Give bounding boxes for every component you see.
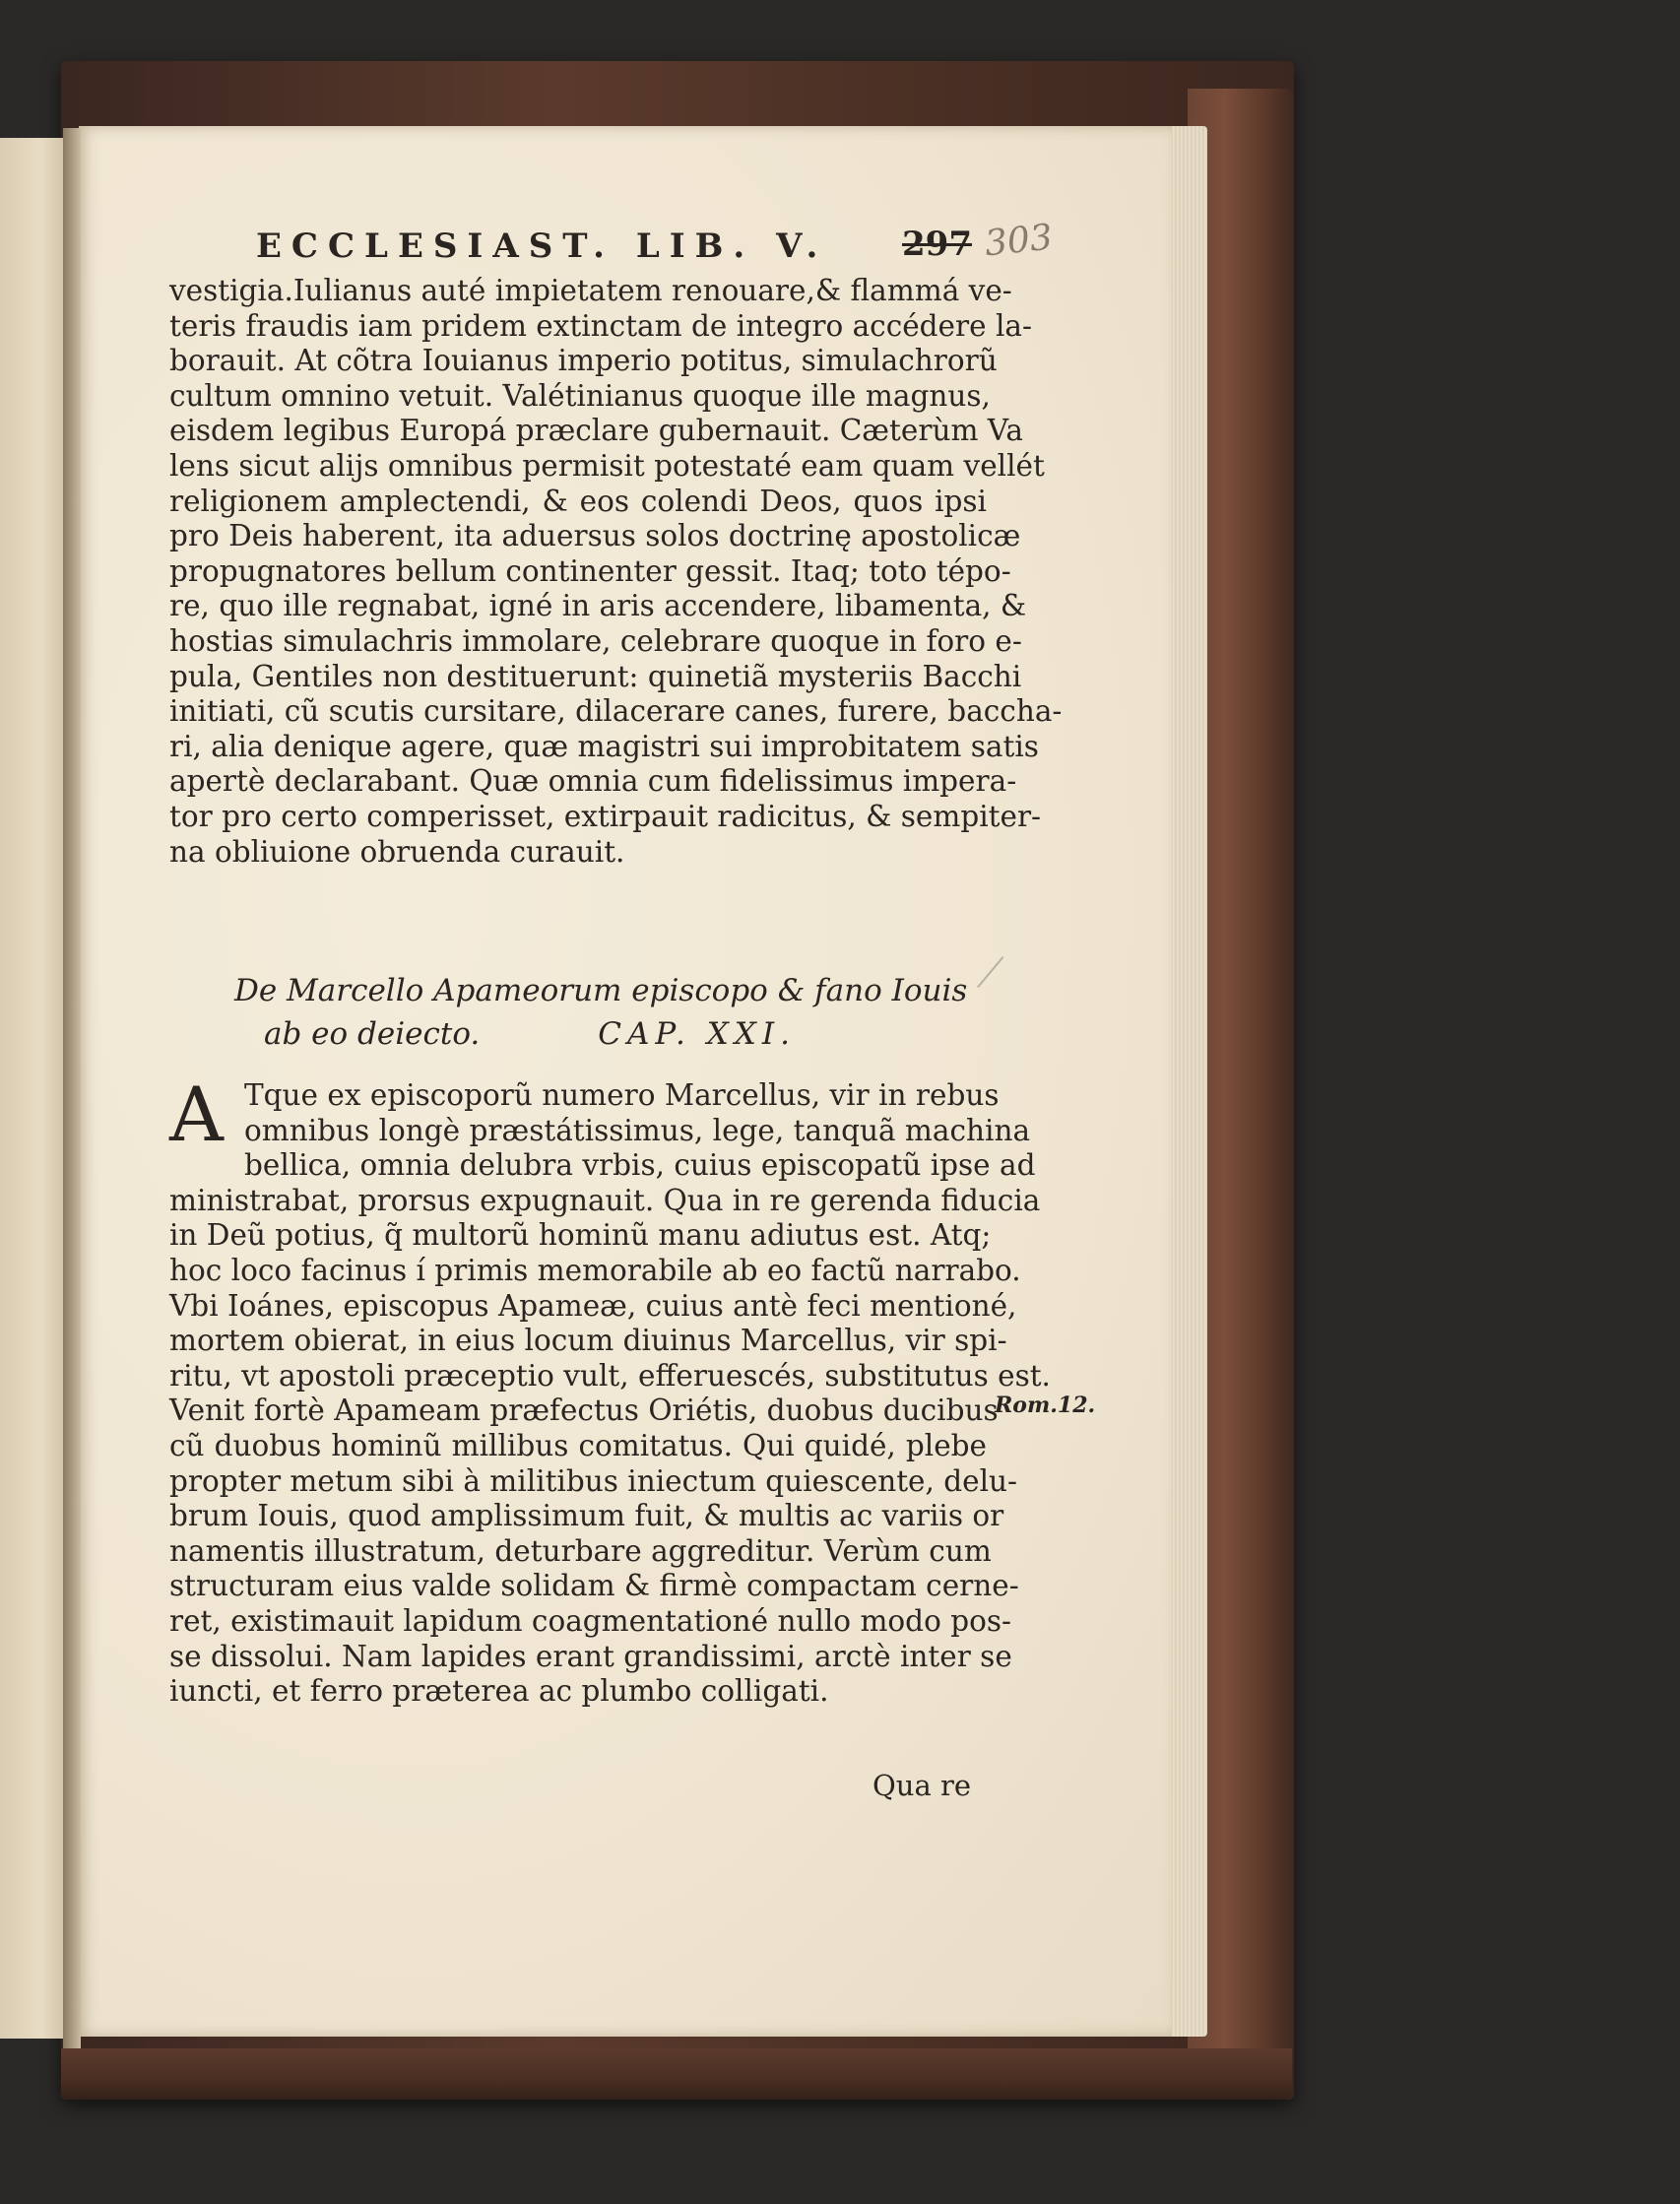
text-line: hostias simulachris immolare, celebrare quoque in foro e- <box>169 623 1022 658</box>
chapter-heading-subtitle: ab eo deiecto. <box>264 1016 481 1052</box>
text-line: Tque ex episcoporũ numero Marcellus, vir in rebus <box>244 1078 1000 1112</box>
text-line: propter metum sibi à militibus iniectum quiescente, delu- <box>169 1463 1018 1498</box>
text-line: borauit. At cõtra Iouianus imperio potitus, simulachrorũ <box>169 344 998 378</box>
drop-capital: A <box>169 1070 224 1158</box>
text-line: in Deũ potius, q̃ multorũ hominũ manu adiutus est. Atq; <box>169 1218 992 1253</box>
paragraph-1 <box>169 274 1063 870</box>
text-line: apertè declarabant. Quæ omnia cum fidelissimus impera- <box>169 764 1017 799</box>
running-head-title: ECCLESIAST. LIB. V. <box>256 227 828 266</box>
verso-page-edge <box>0 138 69 2039</box>
catchword: Qua re <box>872 1769 971 1802</box>
handwritten-folio: 303 <box>983 217 1055 265</box>
text-line: brum Iouis, quod amplissimum fuit, & multis ac variis or <box>169 1499 1004 1533</box>
text-line: iuncti, et ferro præterea ac plumbo colligati. <box>169 1674 829 1709</box>
book-gutter <box>63 128 81 2048</box>
text-line: mortem obierat, in eius locum diuinus Marcellus, vir spi- <box>169 1324 1007 1358</box>
text-line: tor pro certo comperisset, extirpauit radicitus, & sempiter- <box>169 799 1042 833</box>
text-line: namentis illustratum, deturbare aggreditur. Verùm cum <box>169 1533 992 1568</box>
chapter-heading-line-1: De Marcello Apameorum episcopo & fano Iouis <box>234 973 968 1008</box>
text-line: ri, alia denique agere, quæ magistri sui improbitatem satis <box>169 729 1039 763</box>
text-line: ret, existimauit lapidum coagmentationé nullo modo pos- <box>169 1603 1011 1638</box>
text-line: na obliuione obruenda curauit. <box>169 834 625 869</box>
cover-edge-bottom <box>61 2048 1292 2100</box>
text-line: re, quo ille regnabat, igné in aris accendere, libamenta, & <box>169 589 1027 623</box>
text-line: lens sicut alijs omnibus permisit potestaté eam quam vellét <box>169 448 1045 483</box>
text-line: Vbi Ioánes, episcopus Apameæ, cuius antè feci mentioné, <box>169 1288 1017 1323</box>
text-line: eisdem legibus Europá præclare gubernauit. Cæterùm Va <box>169 414 1023 448</box>
folio-number: 297 <box>902 225 972 264</box>
text-line: vestigia.Iulianus auté impietatem renouare,& flammá ve- <box>169 274 1012 307</box>
margin-note: Rom.12. <box>995 1393 1096 1418</box>
chapter-heading <box>234 969 983 1056</box>
running-head <box>177 217 1055 276</box>
text-line: teris fraudis iam pridem extinctam de integro accédere la- <box>169 308 1032 343</box>
text-line: ministrabat, prorsus expugnauit. Qua in re gerenda fiducia <box>169 1183 1041 1217</box>
text-line: hoc loco facinus í primis memorabile ab eo factũ narrabo. <box>169 1253 1021 1287</box>
text-line: bellica, omnia delubra vrbis, cuius episcopatũ ipse ad <box>244 1148 1036 1183</box>
chapter-heading-line-2 <box>234 1012 983 1056</box>
text-line: religionem amplectendi, & eos colendi Deos, quos ipsi <box>169 484 987 518</box>
text-line: structuram eius valde solidam & firmè compactam cerne- <box>169 1569 1019 1603</box>
text-line: pro Deis haberent, ita aduersus solos doctrinę apostolicæ <box>169 519 1021 553</box>
text-line: se dissolui. Nam lapides erant grandissimi, arctè inter se <box>169 1639 1012 1673</box>
text-line: omnibus longè præstátissimus, lege, tanquã machina <box>244 1113 1031 1147</box>
chapter-number: CAP. XXI. <box>598 1016 796 1052</box>
text-line: propugnatores bellum continenter gessit. Itaq; toto tépo- <box>169 553 1011 588</box>
text-line: Venit fortè Apameam præfectus Oriétis, duobus ducibus <box>169 1394 999 1428</box>
text-line: cultum omnino vetuit. Valétinianus quoque ille magnus, <box>169 378 991 413</box>
text-line: initiati, cũ scutis cursitare, dilacerare canes, furere, baccha- <box>169 694 1063 729</box>
text-line: ritu, vt apostoli præceptio vult, efferuescés, substitutus est. <box>169 1358 1051 1393</box>
text-line: pula, Gentiles non destituerunt: quinetiã mysteriis Bacchi <box>169 659 1022 693</box>
text-line: cũ duobus hominũ millibus comitatus. Qui quidé, plebe <box>169 1428 987 1462</box>
